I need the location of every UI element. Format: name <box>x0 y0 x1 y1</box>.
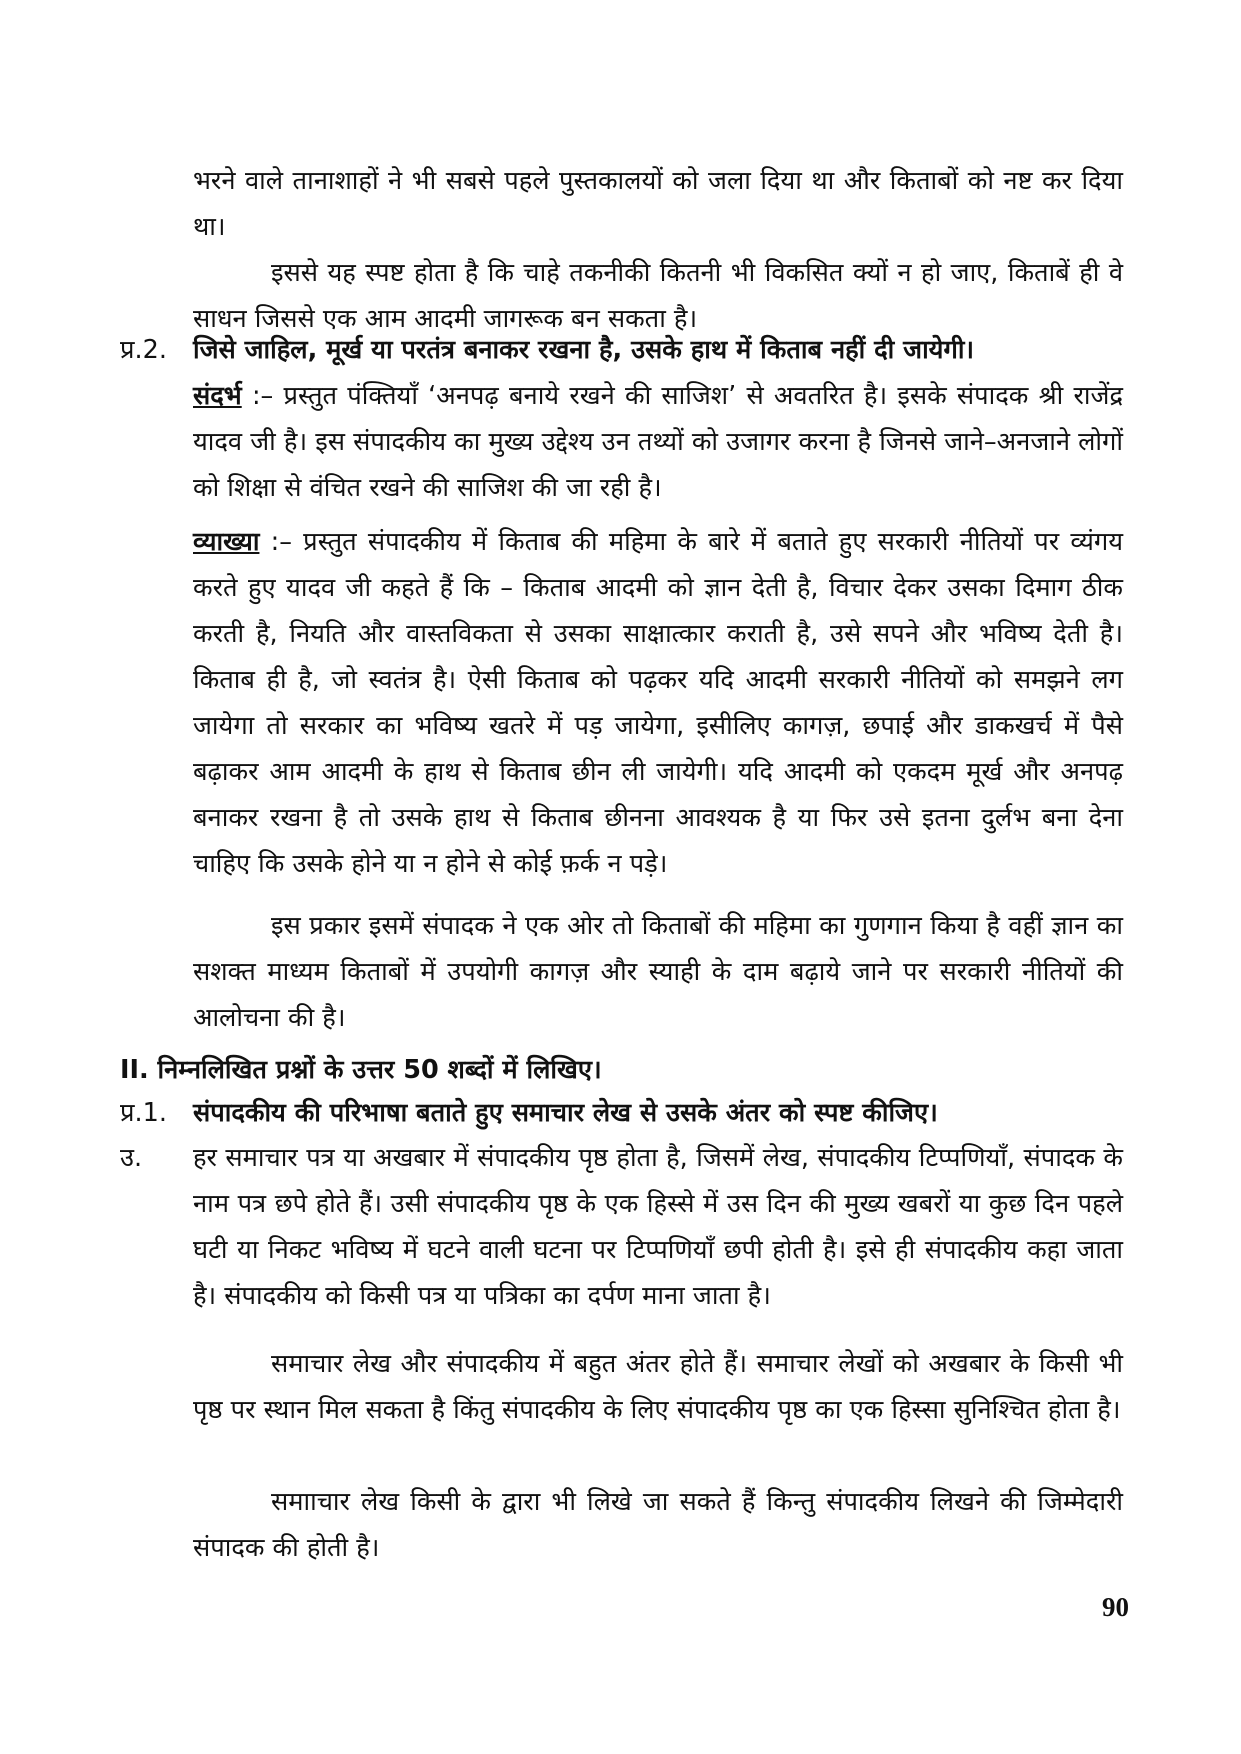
sandarbh-paragraph <box>193 373 1123 511</box>
continuation-paragraph: भरने वाले तानाशाहों ने भी सबसे पहले पुस्तकालयों को जला दिया था और किताबों को नष्ट कर दिया था। <box>193 166 1123 242</box>
answer-paragraph-3: समााचार लेख किसी के द्वारा भी लिखे जा सकते हैं किन्तु संपादकीय लिखने की जिम्मेदारी संपादक की होती है। <box>193 1487 1123 1563</box>
page-number: 90 <box>1102 1592 1129 1622</box>
question-2-number: प्र.2. <box>120 335 167 365</box>
sandarbh-label: संदर्भ <box>193 381 242 411</box>
section-2-heading: II. निम्नलिखित प्रश्नों के उत्तर 50 शब्दों में लिखिए। <box>120 1055 602 1085</box>
q2-conclusion-paragraph: इस प्रकार इसमें संपादक ने एक ओर तो किताबों की महिमा का गुणगान किया है वहीं ज्ञान का सशक्त माध्यम किताबों में उपयोगी कागज़ और स्याही के दाम बढ़ाये जाने पर सरकारी नीतियों की आलोचना की है। <box>193 911 1123 1033</box>
answer-label: उ. <box>120 1143 143 1173</box>
sandarbh-text: :– प्रस्तुत पंक्तियाँ ‘अनपढ़ बनाये रखने की साजिश’ से अवतरित है। इसके संपादक श्री राजेंद्र यादव जी है। इस संपादकीय का मुख्य उद्देश्य उन तथ्यों को उजागर करना है जिनसे जाने–अनजाने लोगों को शिक्षा से वंचित रखने की साजिश की जा रही है। <box>193 381 1123 503</box>
vyakhya-paragraph <box>193 519 1123 887</box>
section-2-question-1-text: संपादकीय की परिभाषा बताते हुए समाचार लेख से उसके अंतर को स्पष्ट कीजिए। <box>193 1098 938 1128</box>
answer-paragraph-1: हर समाचार पत्र या अखबार में संपादकीय पृष्ठ होता है, जिसमें लेख, संपादकीय टिप्पणियाँ, संपादक के नाम पत्र छपे होते हैं। उसी संपादकीय पृष्ठ के एक हिस्से में उस दिन की मुख्य खबरों या कुछ दिन पहले घटी या निकट भविष्य में घटने वाली घटना पर टिप्पणियाँ छपी होती है। इसे ही संपादकीय कहा जाता है। संपादकीय को किसी पत्र या पत्रिका का दर्पण माना जाता है। <box>193 1143 1123 1311</box>
vyakhya-text: :– प्रस्तुत संपादकीय में किताब की महिमा के बारे में बताते हुए सरकारी नीतियों पर व्यंगय करते हुए यादव जी कहते हैं कि – किताब आदमी को ज्ञान देती है, विचार देकर उसका दिमाग ठीक करती है, नियति और वास्तविकता से उसका साक्षात्कार कराती है, उसे सपने और भविष्य देती है। किताब ही है, जो स्वतंत्र है। ऐसी किताब को पढ़कर यदि आदमी सरकारी नीतियों को समझने लग जायेगा तो सरकार का भविष्य खतरे में पड़ जायेगा, इसीलिए कागज़, छपाई और डाकखर्च में पैसे बढ़ाकर आम आदमी के हाथ से किताब छीन ली जायेगी। यदि आदमी को एकदम मूर्ख और अनपढ़ बनाकर रखना है तो उसके हाथ से किताब छीनना आवश्यक है या फिर उसे इतना दुर्लभ बना देना चाहिए कि उसके होने या न होने से कोई फ़र्क न पड़े। <box>193 527 1123 879</box>
continuation-conclusion: इससे यह स्पष्ट होता है कि चाहे तकनीकी कितनी भी विकसित क्यों न हो जाए, किताबें ही वे साधन जिससे एक आम आदमी जागरूक बन सकता है। <box>193 258 1123 334</box>
section-2-question-1-number: प्र.1. <box>120 1098 167 1128</box>
vyakhya-label: व्याख्या <box>193 527 260 557</box>
answer-paragraph-2: समाचार लेख और संपादकीय में बहुत अंतर होते हैं। समाचार लेखों को अखबार के किसी भी पृष्ठ पर स्थान मिल सकता है किंतु संपादकीय के लिए संपादकीय पृष्ठ का एक हिस्सा सुनिश्चित होता है। <box>193 1349 1123 1425</box>
question-2-text: जिसे जाहिल, मूर्ख या परतंत्र बनाकर रखना है, उसके हाथ में किताब नहीं दी जायेगी। <box>193 335 975 365</box>
